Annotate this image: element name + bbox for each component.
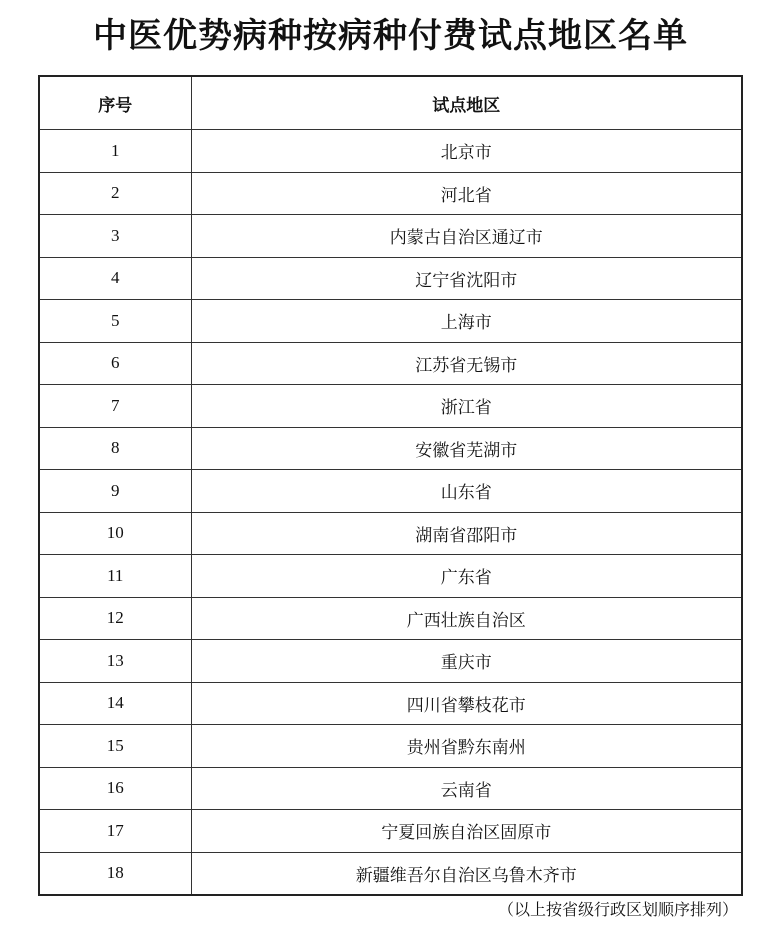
region-cell: 浙江省 — [191, 385, 742, 428]
region-cell: 内蒙古自治区通辽市 — [191, 215, 742, 258]
table-row — [39, 810, 742, 853]
region-cell: 北京市 — [191, 130, 742, 173]
table-header — [39, 76, 742, 130]
table-row — [39, 767, 742, 810]
serial-cell: 9 — [39, 470, 191, 513]
serial-cell: 8 — [39, 427, 191, 470]
region-cell: 广西壮族自治区 — [191, 597, 742, 640]
region-cell: 重庆市 — [191, 640, 742, 683]
serial-cell: 14 — [39, 682, 191, 725]
region-cell: 云南省 — [191, 767, 742, 810]
table-row — [39, 300, 742, 343]
region-cell: 宁夏回族自治区固原市 — [191, 810, 742, 853]
serial-cell: 15 — [39, 725, 191, 768]
serial-cell: 4 — [39, 257, 191, 300]
region-cell: 辽宁省沈阳市 — [191, 257, 742, 300]
table-row — [39, 640, 742, 683]
column-header-region: 试点地区 — [191, 76, 742, 130]
serial-cell: 16 — [39, 767, 191, 810]
table-row — [39, 852, 742, 895]
region-cell: 河北省 — [191, 172, 742, 215]
region-cell: 贵州省黔东南州 — [191, 725, 742, 768]
serial-cell: 10 — [39, 512, 191, 555]
serial-cell: 7 — [39, 385, 191, 428]
serial-cell: 18 — [39, 852, 191, 895]
table-body — [39, 130, 742, 896]
serial-cell: 1 — [39, 130, 191, 173]
table-row — [39, 257, 742, 300]
serial-cell: 3 — [39, 215, 191, 258]
table-row — [39, 555, 742, 598]
region-cell: 山东省 — [191, 470, 742, 513]
serial-cell: 12 — [39, 597, 191, 640]
table-row — [39, 385, 742, 428]
table-row — [39, 512, 742, 555]
table-row — [39, 470, 742, 513]
region-cell: 四川省攀枝花市 — [191, 682, 742, 725]
table-row — [39, 597, 742, 640]
document-title: 中医优势病种按病种付费试点地区名单 — [93, 16, 688, 56]
serial-cell: 17 — [39, 810, 191, 853]
footnote: （以上按省级行政区划顺序排列） — [497, 900, 738, 919]
region-cell: 安徽省芜湖市 — [191, 427, 742, 470]
column-header-serial: 序号 — [39, 76, 191, 130]
table-row — [39, 342, 742, 385]
table-row — [39, 682, 742, 725]
table-header-row — [39, 76, 742, 130]
pilot-regions-table — [38, 75, 743, 896]
table-row — [39, 427, 742, 470]
table-row — [39, 130, 742, 173]
serial-cell: 6 — [39, 342, 191, 385]
serial-cell: 13 — [39, 640, 191, 683]
region-cell: 湖南省邵阳市 — [191, 512, 742, 555]
serial-cell: 5 — [39, 300, 191, 343]
region-cell: 新疆维吾尔自治区乌鲁木齐市 — [191, 852, 742, 895]
serial-cell: 11 — [39, 555, 191, 598]
region-cell: 上海市 — [191, 300, 742, 343]
serial-cell: 2 — [39, 172, 191, 215]
table-row — [39, 172, 742, 215]
region-cell: 广东省 — [191, 555, 742, 598]
region-cell: 江苏省无锡市 — [191, 342, 742, 385]
table-row — [39, 725, 742, 768]
table-row — [39, 215, 742, 258]
